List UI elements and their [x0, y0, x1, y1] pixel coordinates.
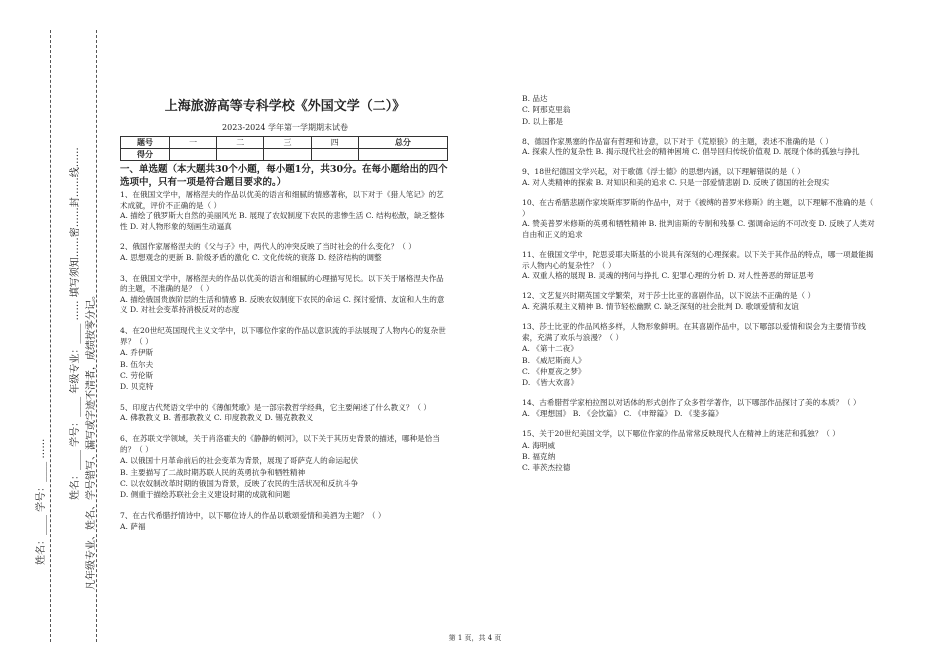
question-2 — [120, 242, 450, 263]
left-column — [120, 95, 450, 543]
question-stem: 4、在20世纪英国现代主义文学中，以下哪位作家的作品以意识流的手法展现了人物内心的复杂世界？（ ） — [120, 325, 446, 346]
question-stem: 12、文艺复兴时期英国文学繁荣，对于莎士比亚的喜剧作品，以下说法不正确的是（ ） — [522, 291, 816, 301]
section-heading: 一、单选题（本大题共30个小题，每小题1分，共30分。在每小题给出的四个选项中，只有一项是符合题目要求的。） — [120, 164, 448, 188]
binding-text-a: 姓名：____ 学号：____ 年级专业：____ …… 填写须知……密……封……线…… — [70, 147, 81, 500]
option-c: C. 以农奴制改革时期的俄国为背景，反映了农民的生活状况和反抗斗争 — [120, 478, 359, 488]
option-c: C. 菲茨杰拉德 — [522, 463, 571, 473]
question-12 — [522, 291, 878, 312]
binding-margin — [0, 0, 115, 672]
question-options: A. 描绘俄国贵族阶层的生活和情感 B. 反映农奴制度下农民的命运 C. 探讨爱情、友谊和人生的意义 D. 对社会变革持消极反对的态度 — [120, 294, 445, 315]
question-4 — [120, 326, 450, 393]
option-a: A. 萨福 — [120, 522, 146, 532]
exam-title: 上海旅游高等专科学校《外国文学（二）》 — [164, 99, 406, 114]
question-1 — [120, 190, 450, 232]
score-header-cell: 三 — [264, 137, 311, 149]
option-a: A. 海明威 — [522, 440, 556, 450]
binding-name-line — [32, 439, 47, 565]
option-d: D. 侧重于描绘苏联社会主义建设时期的成就和问题 — [120, 490, 291, 500]
question-stem: 1、在俄国文学中，屠格涅夫的作品以优美的语言和细腻的情感著称，以下对于《猎人笔记》的艺术成就，评价不正确的是（ ） — [120, 190, 444, 210]
option-b: B. 主要描写了二战时期苏联人民的英勇抗争和牺牲精神 — [120, 467, 306, 477]
binding-info-line — [66, 147, 81, 500]
question-11 — [522, 250, 878, 282]
question-options: A. 对人类精神的探索 B. 对知识和美的追求 C. 只是一部爱情悲剧 D. 反映了德国的社会现实 — [522, 178, 830, 187]
question-options: A. 充满乐观主义精神 B. 情节轻松幽默 C. 缺乏深刻的社会批判 D. 歌颂爱情和友谊 — [522, 301, 799, 311]
question-options: A. 佛教教义 B. 耆那教教义 C. 印度教教义 D. 锡克教教义 — [120, 413, 314, 423]
question-10 — [522, 198, 878, 240]
option-b: B. 福克纳 — [522, 451, 556, 461]
question-5 — [120, 403, 450, 424]
fold-line — [50, 30, 51, 642]
option-d: D. 《皆大欢喜》 — [522, 378, 579, 388]
question-14 — [522, 398, 878, 419]
question-options: A. 探索人性的复杂性 B. 揭示现代社会的精神困境 C. 倡导回归传统价值观 D. 展现个体的孤独与挣扎 — [522, 147, 860, 157]
score-table-header-row — [121, 137, 448, 149]
question-15 — [522, 429, 878, 474]
right-column — [522, 93, 878, 483]
score-header-cell: 二 — [217, 137, 264, 149]
question-options: A. 《理想国》 B. 《会饮篇》 C. 《申辩篇》 D. 《斐多篇》 — [522, 408, 723, 418]
question-6 — [120, 434, 450, 501]
question-options: A. 赞美普罗米修斯的英勇和牺牲精神 B. 批判宙斯的专制和残暴 C. 强调命运的不可改变 D. 反映了人类对自由和正义的追求 — [522, 219, 875, 239]
question-stem: 8、德国作家黑塞的作品富有哲理和诗意，以下对于《荒原狼》的主题，表述不准确的是（ ） — [522, 136, 833, 146]
binding-text-c: 姓名：____ 学号：____ …… — [36, 438, 47, 565]
question-13 — [522, 322, 878, 389]
question-stem: 14、古希腊哲学家柏拉图以对话体的形式创作了众多哲学著作，以下哪部作品探讨了美的本质？（ ） — [522, 398, 861, 408]
option-c: C. 劳伦斯 — [120, 370, 154, 380]
score-table-score-row — [121, 149, 448, 161]
option-c: C. 阿那克里翁 — [522, 105, 571, 115]
score-header-cell: 总分 — [358, 137, 447, 149]
question-stem: 3、在俄国文学中，屠格涅夫的作品以优美的语言和细腻的心理描写见长。以下关于屠格涅夫作品的主题，不准确的是？（ ） — [120, 273, 444, 294]
question-stem: 2、俄国作家屠格涅夫的《父与子》中，两代人的冲突反映了当时社会的什么变化？（ ） — [120, 242, 416, 252]
score-cell[interactable] — [264, 149, 311, 161]
question-stem: 15、关于20世纪美国文学，以下哪位作家的作品常常反映现代人在精神上的迷茫和孤独？（ ） — [522, 428, 840, 438]
question-stem: 7、在古代希腊抒情诗中，以下哪位诗人的作品以歌颂爱情和美酒为主题？（ ） — [120, 510, 386, 520]
option-c: C. 《仲夏夜之梦》 — [522, 366, 586, 376]
score-header-cell: 一 — [170, 137, 217, 149]
page-footer: 第 1 页，共 4 页 — [448, 634, 502, 642]
score-cell[interactable] — [358, 149, 447, 161]
binding-notice — [82, 290, 97, 590]
question-7-continued — [522, 93, 878, 127]
option-d: D. 贝克特 — [120, 382, 154, 392]
score-table — [120, 136, 448, 161]
option-b: B. 伍尔夫 — [120, 359, 154, 369]
option-b: B. 《威尼斯商人》 — [522, 355, 586, 365]
question-7 — [120, 511, 450, 533]
question-9 — [522, 167, 878, 188]
score-header-cell: 题号 — [121, 137, 170, 149]
question-options: A. 描绘了俄罗斯大自然的美丽风光 B. 展现了农奴制度下农民的悲惨生活 C. 结构松散，缺乏整体性 D. 对人物形象的刻画生动逼真 — [120, 211, 445, 231]
question-options: A. 双重人格的展现 B. 灵魂的拷问与挣扎 C. 犯罪心理的分析 D. 对人性善恶的辩证思考 — [522, 271, 814, 281]
question-stem: 11、在俄国文学中，陀思妥耶夫斯基的小说具有深刻的心理探索。以下关于其作品的特点，哪一项最能揭示人物内心的复杂性？（ ） — [522, 249, 874, 270]
option-a: A. 以俄国十月革命前后的社会变革为背景，展现了哥萨克人的命运起伏 — [120, 456, 359, 466]
score-header-cell: 四 — [311, 137, 358, 149]
option-d: D. 以上都是 — [522, 116, 564, 126]
question-3 — [120, 274, 450, 316]
score-cell[interactable] — [217, 149, 264, 161]
exam-subtitle: 2023-2024 学年第一学期期末试卷 — [222, 123, 348, 132]
question-8 — [522, 137, 878, 158]
score-row-label: 得分 — [121, 149, 170, 161]
question-stem: 6、在苏联文学领域，关于肖洛霍夫的《静静的顿河》，以下关于其历史背景的描述，哪种是恰当的？（ ） — [120, 433, 440, 454]
question-stem: 9、18世纪德国文学兴起，对于歌德《浮士德》的思想内涵，以下理解错误的是（ ） — [522, 167, 805, 177]
binding-text-b: 凡年级专业、姓名、学号错写、漏写或字迹不清者，成绩按零分记。 — [86, 290, 97, 590]
option-a: A. 《第十二夜》 — [522, 344, 578, 354]
question-stem: 5、印度古代梵语文学中的《薄伽梵歌》是一部宗教哲学经典，它主要阐述了什么教义？（ ） — [120, 402, 431, 412]
score-cell[interactable] — [311, 149, 358, 161]
option-b: B. 品达 — [522, 94, 548, 103]
question-options: A. 思想观念的更新 B. 阶级矛盾的激化 C. 文化传统的衰落 D. 经济结构的调整 — [120, 252, 382, 262]
option-a: A. 乔伊斯 — [120, 348, 154, 358]
question-stem: 13、莎士比亚的作品风格多样，人物形象鲜明。在其喜剧作品中，以下哪部以爱情和误会为主要情节线索，充满了欢乐与浪漫？（ ） — [522, 321, 866, 342]
question-stem: 10、在古希腊悲剧作家埃斯库罗斯的作品中，对于《被缚的普罗米修斯》的主题，以下理解不准确的是（ ） — [522, 198, 874, 218]
score-cell[interactable] — [170, 149, 217, 161]
